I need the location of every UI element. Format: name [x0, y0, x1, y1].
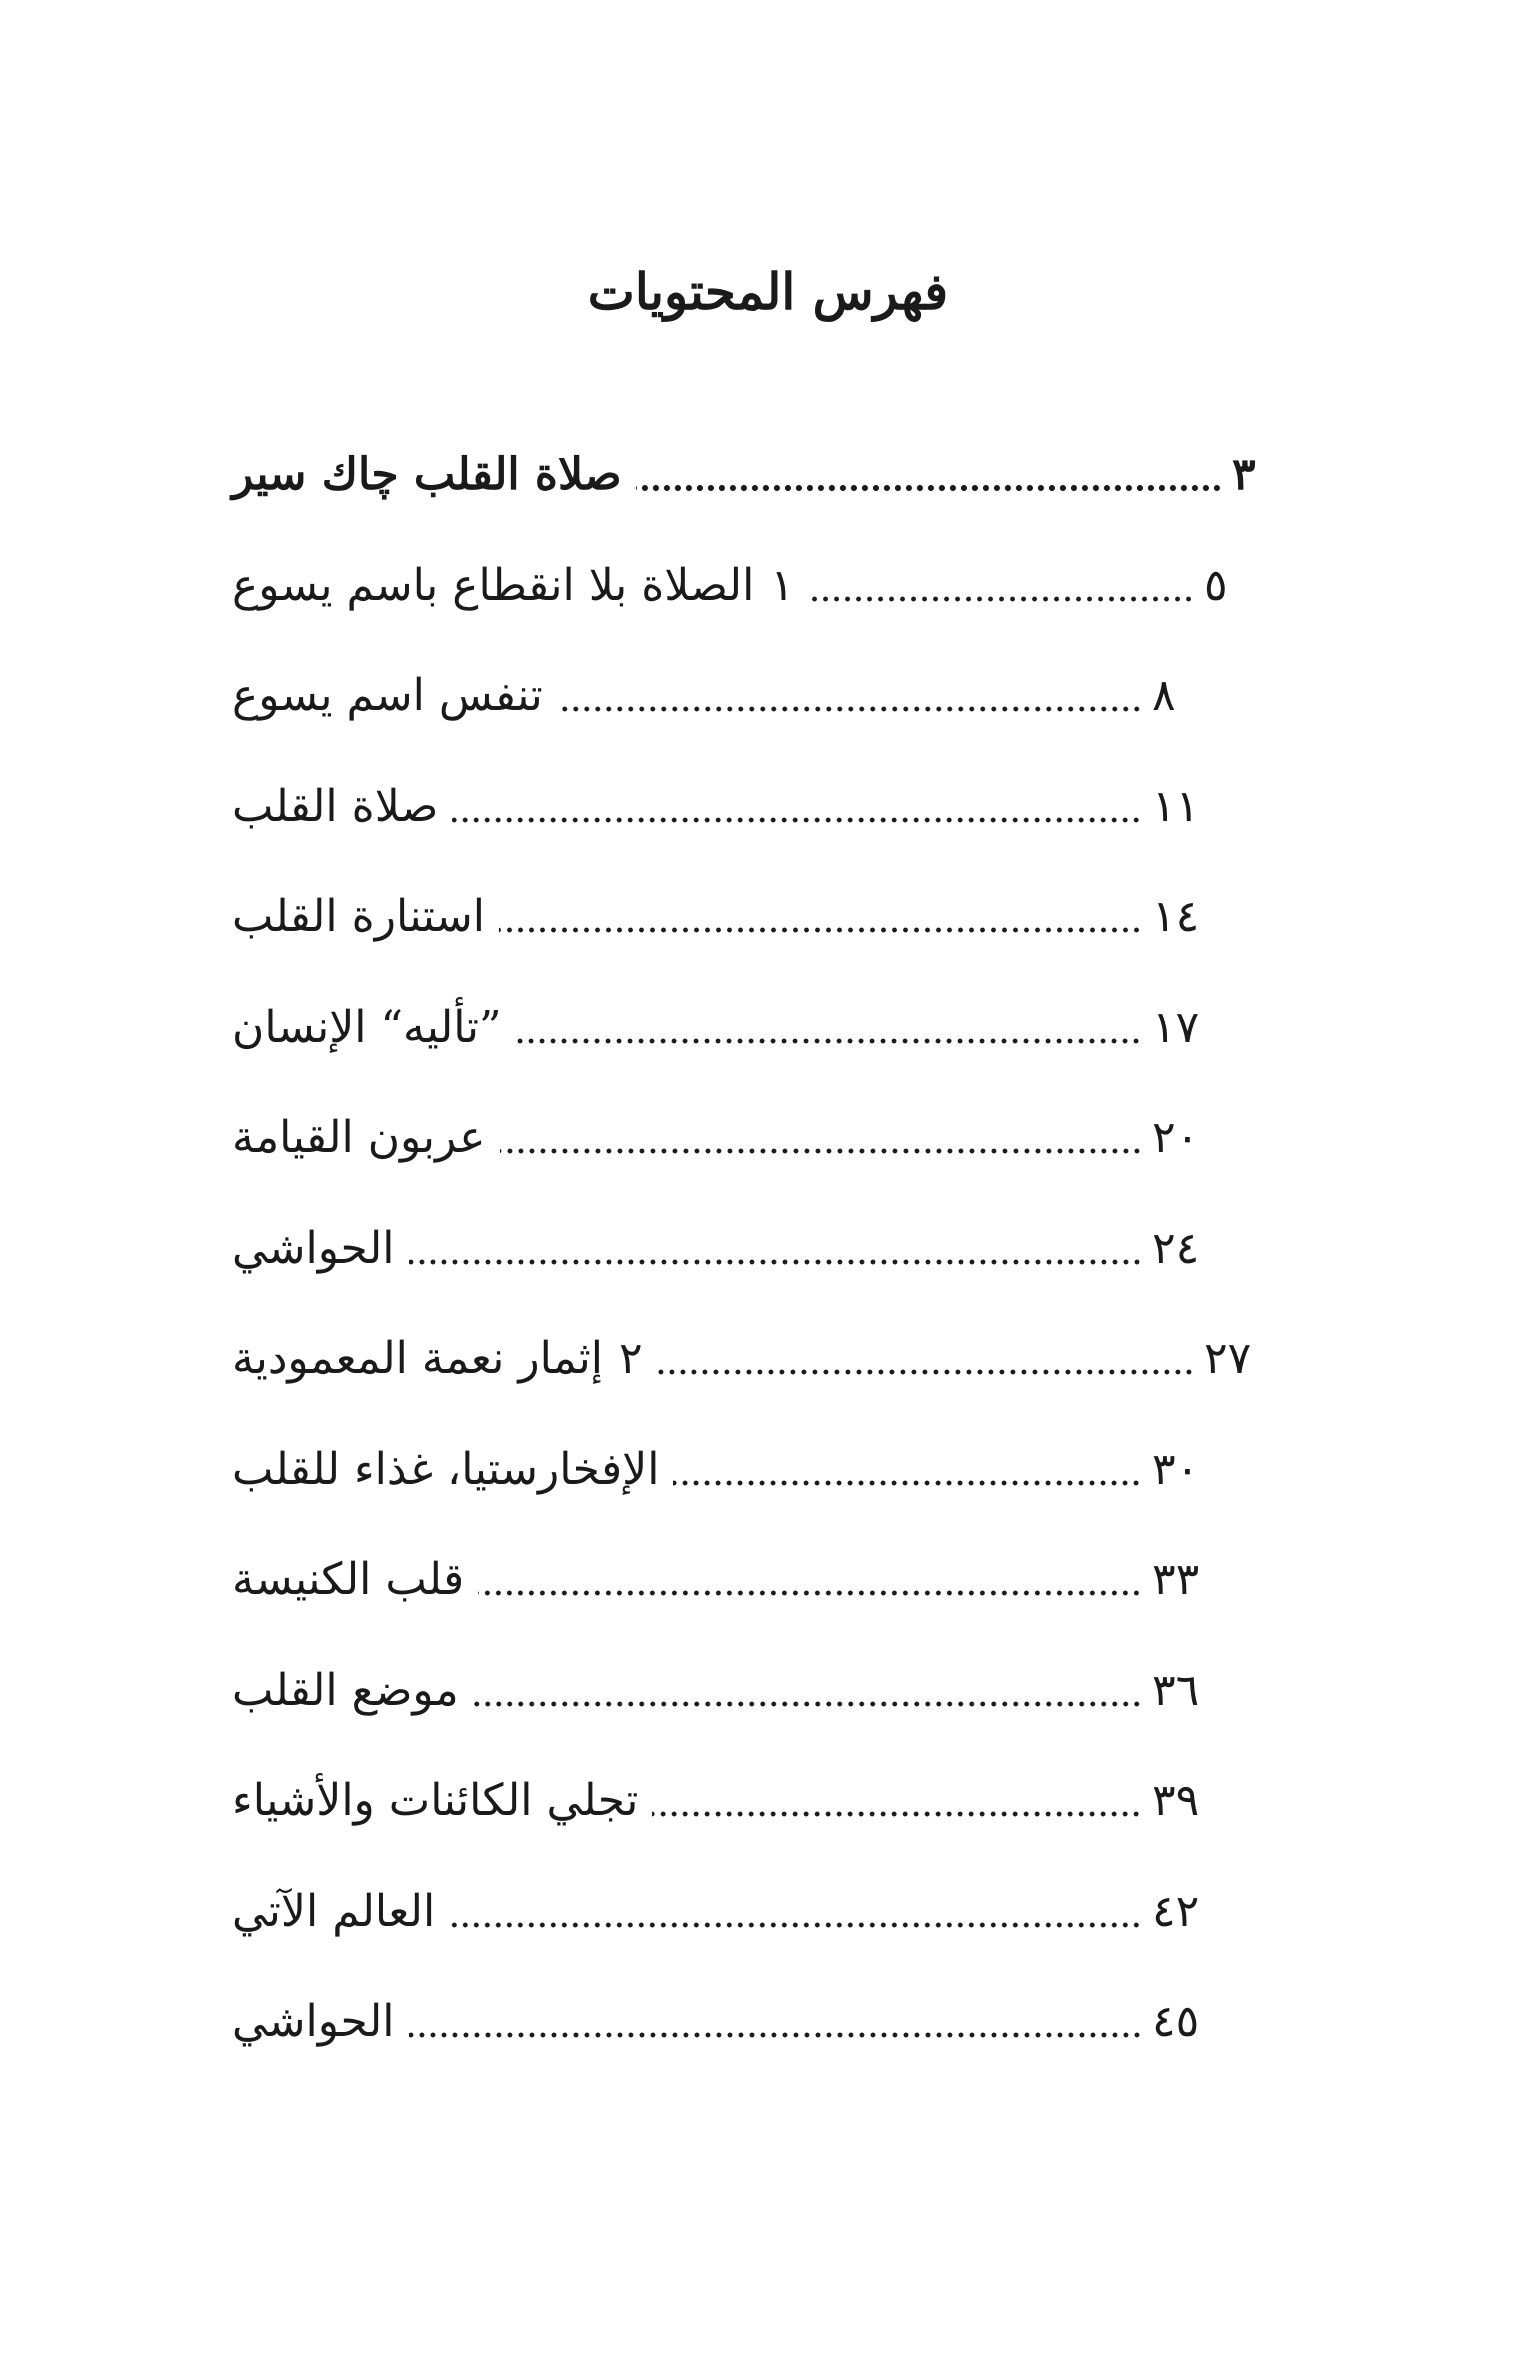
dot-leader: [499, 887, 1142, 947]
toc-page-number: ١٧: [1152, 1001, 1200, 1053]
toc-page-number: ٨: [1152, 670, 1176, 722]
toc-entry-title: قلب الكنيسة: [232, 1554, 465, 1606]
dot-leader: [409, 1219, 1142, 1279]
toc-entry: [232, 531, 1292, 642]
toc-entry-title: ”تأليه“ الإنسان: [232, 1001, 502, 1053]
dot-leader: [473, 1661, 1142, 1721]
toc-entry: [232, 1083, 1292, 1194]
dot-leader: [808, 556, 1194, 616]
toc-entry-title: ٢إثمار نعمة المعمودية: [232, 1329, 643, 1389]
toc-entry-title: العالم الآتي: [232, 1885, 436, 1937]
toc-page-number: ١٤: [1152, 891, 1200, 943]
dot-leader: [409, 1992, 1142, 2052]
toc-entry-title: عربون القيامة: [232, 1112, 486, 1164]
page-title: فهرس المحتويات: [587, 262, 949, 321]
toc-entry-title: تجلي الكائنات والأشياء: [232, 1775, 639, 1827]
toc-entry: [232, 420, 1292, 531]
toc-entry: [232, 1525, 1292, 1636]
toc-entry-title: صلاة القلب چاك سير: [232, 449, 622, 501]
dot-leader: [500, 1108, 1142, 1168]
toc-entry: [232, 1746, 1292, 1857]
toc-entry-title: الإفخارستيا، غذاء للقلب: [232, 1443, 660, 1495]
toc-entry: [232, 1304, 1292, 1415]
toc-entry: [232, 1967, 1292, 2078]
toc-entry-title: الحواشي: [232, 1222, 395, 1274]
toc-page-number: ٤٢: [1152, 1885, 1200, 1937]
toc-page-number: ٤٥: [1152, 1996, 1200, 2048]
toc-entry-title: ١الصلاة بلا انقطاع باسم يسوع: [232, 556, 794, 616]
dot-leader: [657, 1329, 1194, 1389]
toc-page-number: ٣٦: [1152, 1664, 1200, 1716]
toc-page-number: ٢٠: [1152, 1112, 1200, 1164]
toc-entry-title: صلاة القلب: [232, 780, 439, 832]
dot-leader: [673, 1440, 1142, 1500]
toc-entry-title: الحواشي: [232, 1996, 395, 2048]
dot-leader: [557, 666, 1142, 726]
toc-page-number: ٢٤: [1152, 1222, 1200, 1274]
toc-page-number: ٢٧: [1204, 1333, 1252, 1385]
dot-leader: [652, 1771, 1142, 1831]
part-number: ٢: [618, 1333, 643, 1385]
dot-leader: [449, 1882, 1142, 1942]
toc-entry: [232, 641, 1292, 752]
part-number: ١: [770, 559, 794, 611]
toc-entry: [232, 1636, 1292, 1747]
toc-entry: [232, 1415, 1292, 1526]
toc-page-number: ٣٠: [1152, 1443, 1200, 1495]
dot-leader: [478, 1550, 1142, 1610]
dot-leader: [515, 998, 1142, 1058]
toc-entry: [232, 752, 1292, 863]
toc-page-number: ٣٣: [1152, 1554, 1200, 1606]
toc-page-number: ٥: [1204, 559, 1228, 611]
toc-entry: [232, 1857, 1292, 1968]
toc-page-number: ٣٩: [1152, 1775, 1200, 1827]
toc-entry-title: استنارة القلب: [232, 891, 485, 943]
toc-entry: [232, 1194, 1292, 1305]
toc-page-number: ١١: [1152, 780, 1200, 832]
dot-leader: [636, 445, 1222, 505]
toc-entry: [232, 973, 1292, 1084]
toc-entry-title: موضع القلب: [232, 1664, 459, 1716]
table-of-contents: [232, 420, 1292, 2078]
dot-leader: [452, 777, 1142, 837]
toc-entry-title: تنفس اسم يسوع: [232, 670, 543, 722]
toc-entry: [232, 862, 1292, 973]
toc-page-number: ٣: [1232, 449, 1256, 501]
